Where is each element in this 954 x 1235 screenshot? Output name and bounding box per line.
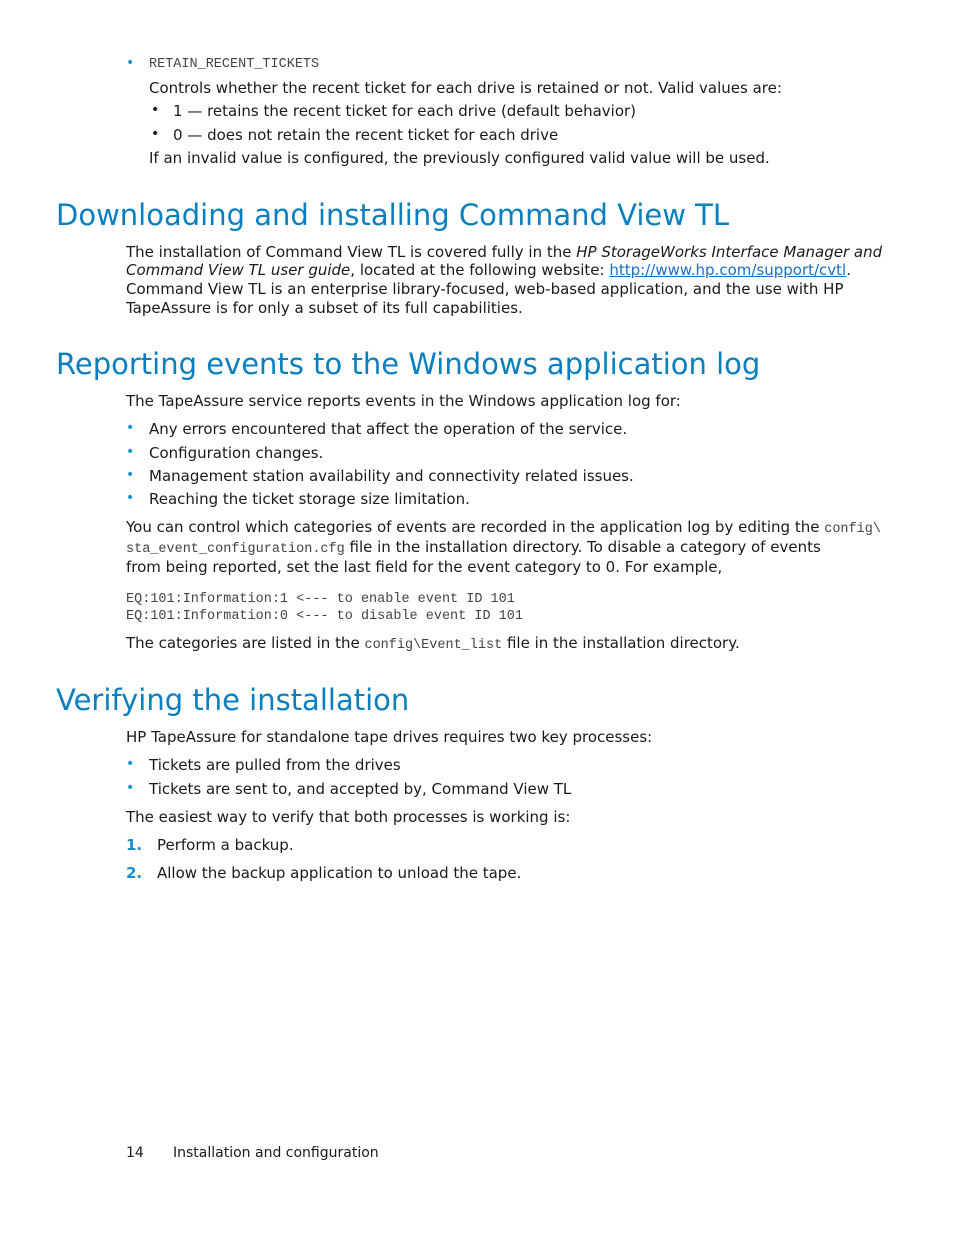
list-item: Any errors encountered that affect the operation of the service. <box>149 420 628 438</box>
control-paragraph-line3: from being reported, set the last field for the event category to 0. For example, <box>126 558 723 576</box>
step-number: 2. <box>126 864 143 882</box>
verify-easiest: The easiest way to verify that both processes is working is: <box>126 808 571 826</box>
bullet-icon: • <box>126 780 135 796</box>
bullet-icon: • <box>126 490 135 506</box>
reporting-intro: The TapeAssure service reports events in the Windows application log for: <box>126 392 681 410</box>
step-number: 1. <box>126 836 143 854</box>
control-paragraph-line2: sta_event_configuration.cfg file in the installation directory. To disable a category of events <box>126 538 821 557</box>
value-item: 1 — retains the recent ticket for each drive (default behavior) <box>173 102 637 120</box>
setting-name: RETAIN_RECENT_TICKETS <box>149 57 320 72</box>
cvtl-support-link[interactable]: http://www.hp.com/support/cvtl <box>609 261 847 279</box>
download-paragraph-line2: Command View TL user guide, located at the following website: http://www.hp.com/support/cvtl. <box>126 261 852 279</box>
code-line: EQ:101:Information:0 <--- to disable event ID 101 <box>126 609 523 624</box>
step-text: Perform a backup. <box>157 836 294 854</box>
step-text: Allow the backup application to unload the tape. <box>157 864 522 882</box>
list-item: Tickets are sent to, and accepted by, Command View TL <box>149 780 572 798</box>
bullet-icon: • <box>126 756 135 772</box>
bullet-icon: • <box>151 102 160 118</box>
list-item: Management station availability and connectivity related issues. <box>149 467 634 485</box>
verify-intro: HP TapeAssure for standalone tape drives requires two key processes: <box>126 728 653 746</box>
download-paragraph-line4: TapeAssure is for only a subset of its full capabilities. <box>126 299 523 317</box>
bullet-icon: • <box>126 55 135 71</box>
bullet-icon: • <box>126 420 135 436</box>
control-paragraph-line1: You can control which categories of events are recorded in the application log by editing the config\ <box>126 518 881 537</box>
list-item: Reaching the ticket storage size limitation. <box>149 490 470 508</box>
section-heading-download: Downloading and installing Command View TL <box>56 198 730 232</box>
value-item: 0 — does not retain the recent ticket for each drive <box>173 126 559 144</box>
section-heading-reporting: Reporting events to the Windows application log <box>56 347 761 381</box>
code-line: EQ:101:Information:1 <--- to enable event ID 101 <box>126 592 515 607</box>
list-item: Configuration changes. <box>149 444 324 462</box>
download-paragraph-line3: Command View TL is an enterprise library-focused, web-based application, and the use with HP <box>126 280 844 298</box>
invalid-note: If an invalid value is configured, the previously configured valid value will be used. <box>149 149 770 167</box>
list-item: Tickets are pulled from the drives <box>149 756 401 774</box>
download-paragraph-line1: The installation of Command View TL is covered fully in the HP StorageWorks Interface Manager and <box>126 243 883 261</box>
setting-description: Controls whether the recent ticket for each drive is retained or not. Valid values are: <box>149 79 782 97</box>
bullet-icon: • <box>151 126 160 142</box>
bullet-icon: • <box>126 444 135 460</box>
page-number: 14 <box>126 1145 144 1161</box>
bullet-icon: • <box>126 467 135 483</box>
categories-paragraph: The categories are listed in the config\Event_list file in the installation directory. <box>126 634 740 653</box>
section-heading-verify: Verifying the installation <box>56 683 410 717</box>
footer-section-title: Installation and configuration <box>173 1145 379 1161</box>
